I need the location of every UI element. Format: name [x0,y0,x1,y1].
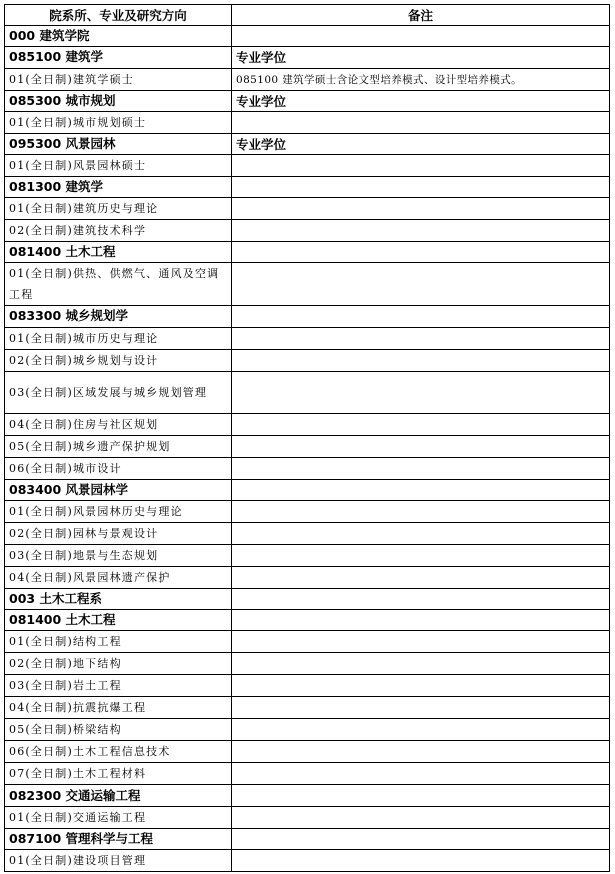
table-row [5,327,610,349]
table-row [5,631,610,653]
table-row [5,675,610,697]
table-row [5,263,610,306]
program-direction: 04(全日制)抗震抗爆工程 [5,697,232,719]
remark-cell [232,589,610,610]
program-heading: 082300 交通运输工程 [5,785,232,806]
remark-cell [232,653,610,675]
remark-cell [232,523,610,545]
table-row [5,501,610,523]
table-row [5,47,610,68]
table-row [5,697,610,719]
table-row [5,523,610,545]
program-heading: 085100 建筑学 [5,47,232,68]
program-direction: 01(全日制)交通运输工程 [5,806,232,828]
table-row [5,220,610,242]
remark-cell [232,697,610,719]
remark-cell [232,501,610,523]
program-direction: 05(全日制)城乡遗产保护规划 [5,435,232,457]
table-row [5,806,610,828]
program-direction: 01(全日制)供热、供燃气、通风及空调工程 [5,263,232,306]
table-row [5,198,610,220]
remark-cell [232,111,610,133]
program-heading: 003 土木工程系 [5,589,232,610]
program-direction: 01(全日制)建设项目管理 [5,849,232,871]
remark-cell [232,610,610,631]
program-direction: 06(全日制)城市设计 [5,457,232,479]
remark-cell [232,849,610,871]
table-header-row [5,5,610,26]
remark-cell [232,26,610,47]
table-row [5,68,610,90]
remark-cell [232,457,610,479]
remark-cell [232,785,610,806]
table-row [5,371,610,413]
program-heading: 083400 风景园林学 [5,479,232,500]
program-heading: 081400 土木工程 [5,242,232,263]
remark-cell [232,631,610,653]
table-row [5,741,610,763]
program-direction: 01(全日制)建筑历史与理论 [5,198,232,220]
remark-cell [232,242,610,263]
table-row [5,176,610,197]
program-direction: 05(全日制)桥梁结构 [5,719,232,741]
table-row [5,589,610,610]
program-heading: 083300 城乡规划学 [5,306,232,327]
table-row [5,154,610,176]
remark-cell [232,327,610,349]
table-body [5,26,610,872]
table-row [5,111,610,133]
program-direction: 07(全日制)土木工程材料 [5,763,232,785]
table-row [5,306,610,327]
remark-cell: 085100 建筑学硕士含论文型培养模式、设计型培养模式。 [232,68,610,90]
remark-cell [232,371,610,413]
program-heading: 087100 管理科学与工程 [5,828,232,849]
table-row [5,242,610,263]
program-direction: 01(全日制)城市规划硕士 [5,111,232,133]
table-row [5,479,610,500]
program-direction: 03(全日制)区域发展与城乡规划管理 [5,371,232,413]
remark-cell [232,413,610,435]
table-row [5,413,610,435]
program-direction: 02(全日制)园林与景观设计 [5,523,232,545]
remark-cell [232,306,610,327]
remark-cell [232,154,610,176]
program-heading: 081300 建筑学 [5,176,232,197]
table-row [5,435,610,457]
remark-cell [232,741,610,763]
program-direction: 03(全日制)岩土工程 [5,675,232,697]
program-table [4,4,610,872]
table-row [5,90,610,111]
header-remarks: 备注 [232,5,610,26]
table-row [5,763,610,785]
program-heading: 081400 土木工程 [5,610,232,631]
program-direction: 01(全日制)建筑学硕士 [5,68,232,90]
remark-cell [232,806,610,828]
table-row [5,653,610,675]
header-program: 院系所、专业及研究方向 [5,5,232,26]
program-heading: 095300 风景园林 [5,133,232,154]
remark-cell [232,349,610,371]
program-direction: 03(全日制)地景与生态规划 [5,545,232,567]
program-direction: 02(全日制)建筑技术科学 [5,220,232,242]
program-heading: 085300 城市规划 [5,90,232,111]
program-direction: 04(全日制)住房与社区规划 [5,413,232,435]
table-row [5,828,610,849]
remark-cell [232,675,610,697]
table-row [5,849,610,871]
table-row [5,457,610,479]
program-direction: 02(全日制)地下结构 [5,653,232,675]
program-heading: 000 建筑学院 [5,26,232,47]
program-direction: 01(全日制)风景园林历史与理论 [5,501,232,523]
remark-cell [232,435,610,457]
remark-cell [232,828,610,849]
program-direction: 04(全日制)风景园林遗产保护 [5,567,232,589]
remark-cell: 专业学位 [232,47,610,68]
remark-cell [232,220,610,242]
remark-cell [232,479,610,500]
program-direction: 01(全日制)城市历史与理论 [5,327,232,349]
table-row [5,719,610,741]
program-direction: 02(全日制)城乡规划与设计 [5,349,232,371]
remark-cell [232,763,610,785]
remark-cell [232,176,610,197]
program-direction: 01(全日制)风景园林硕士 [5,154,232,176]
table-row [5,567,610,589]
table-row [5,610,610,631]
remark-cell [232,719,610,741]
remark-cell: 专业学位 [232,133,610,154]
table-row [5,545,610,567]
remark-cell: 专业学位 [232,90,610,111]
table-row [5,785,610,806]
remark-cell [232,198,610,220]
table-row [5,133,610,154]
table-row [5,26,610,47]
remark-cell [232,567,610,589]
program-direction: 01(全日制)结构工程 [5,631,232,653]
remark-cell [232,545,610,567]
remark-cell [232,263,610,306]
program-direction: 06(全日制)土木工程信息技术 [5,741,232,763]
table-row [5,349,610,371]
